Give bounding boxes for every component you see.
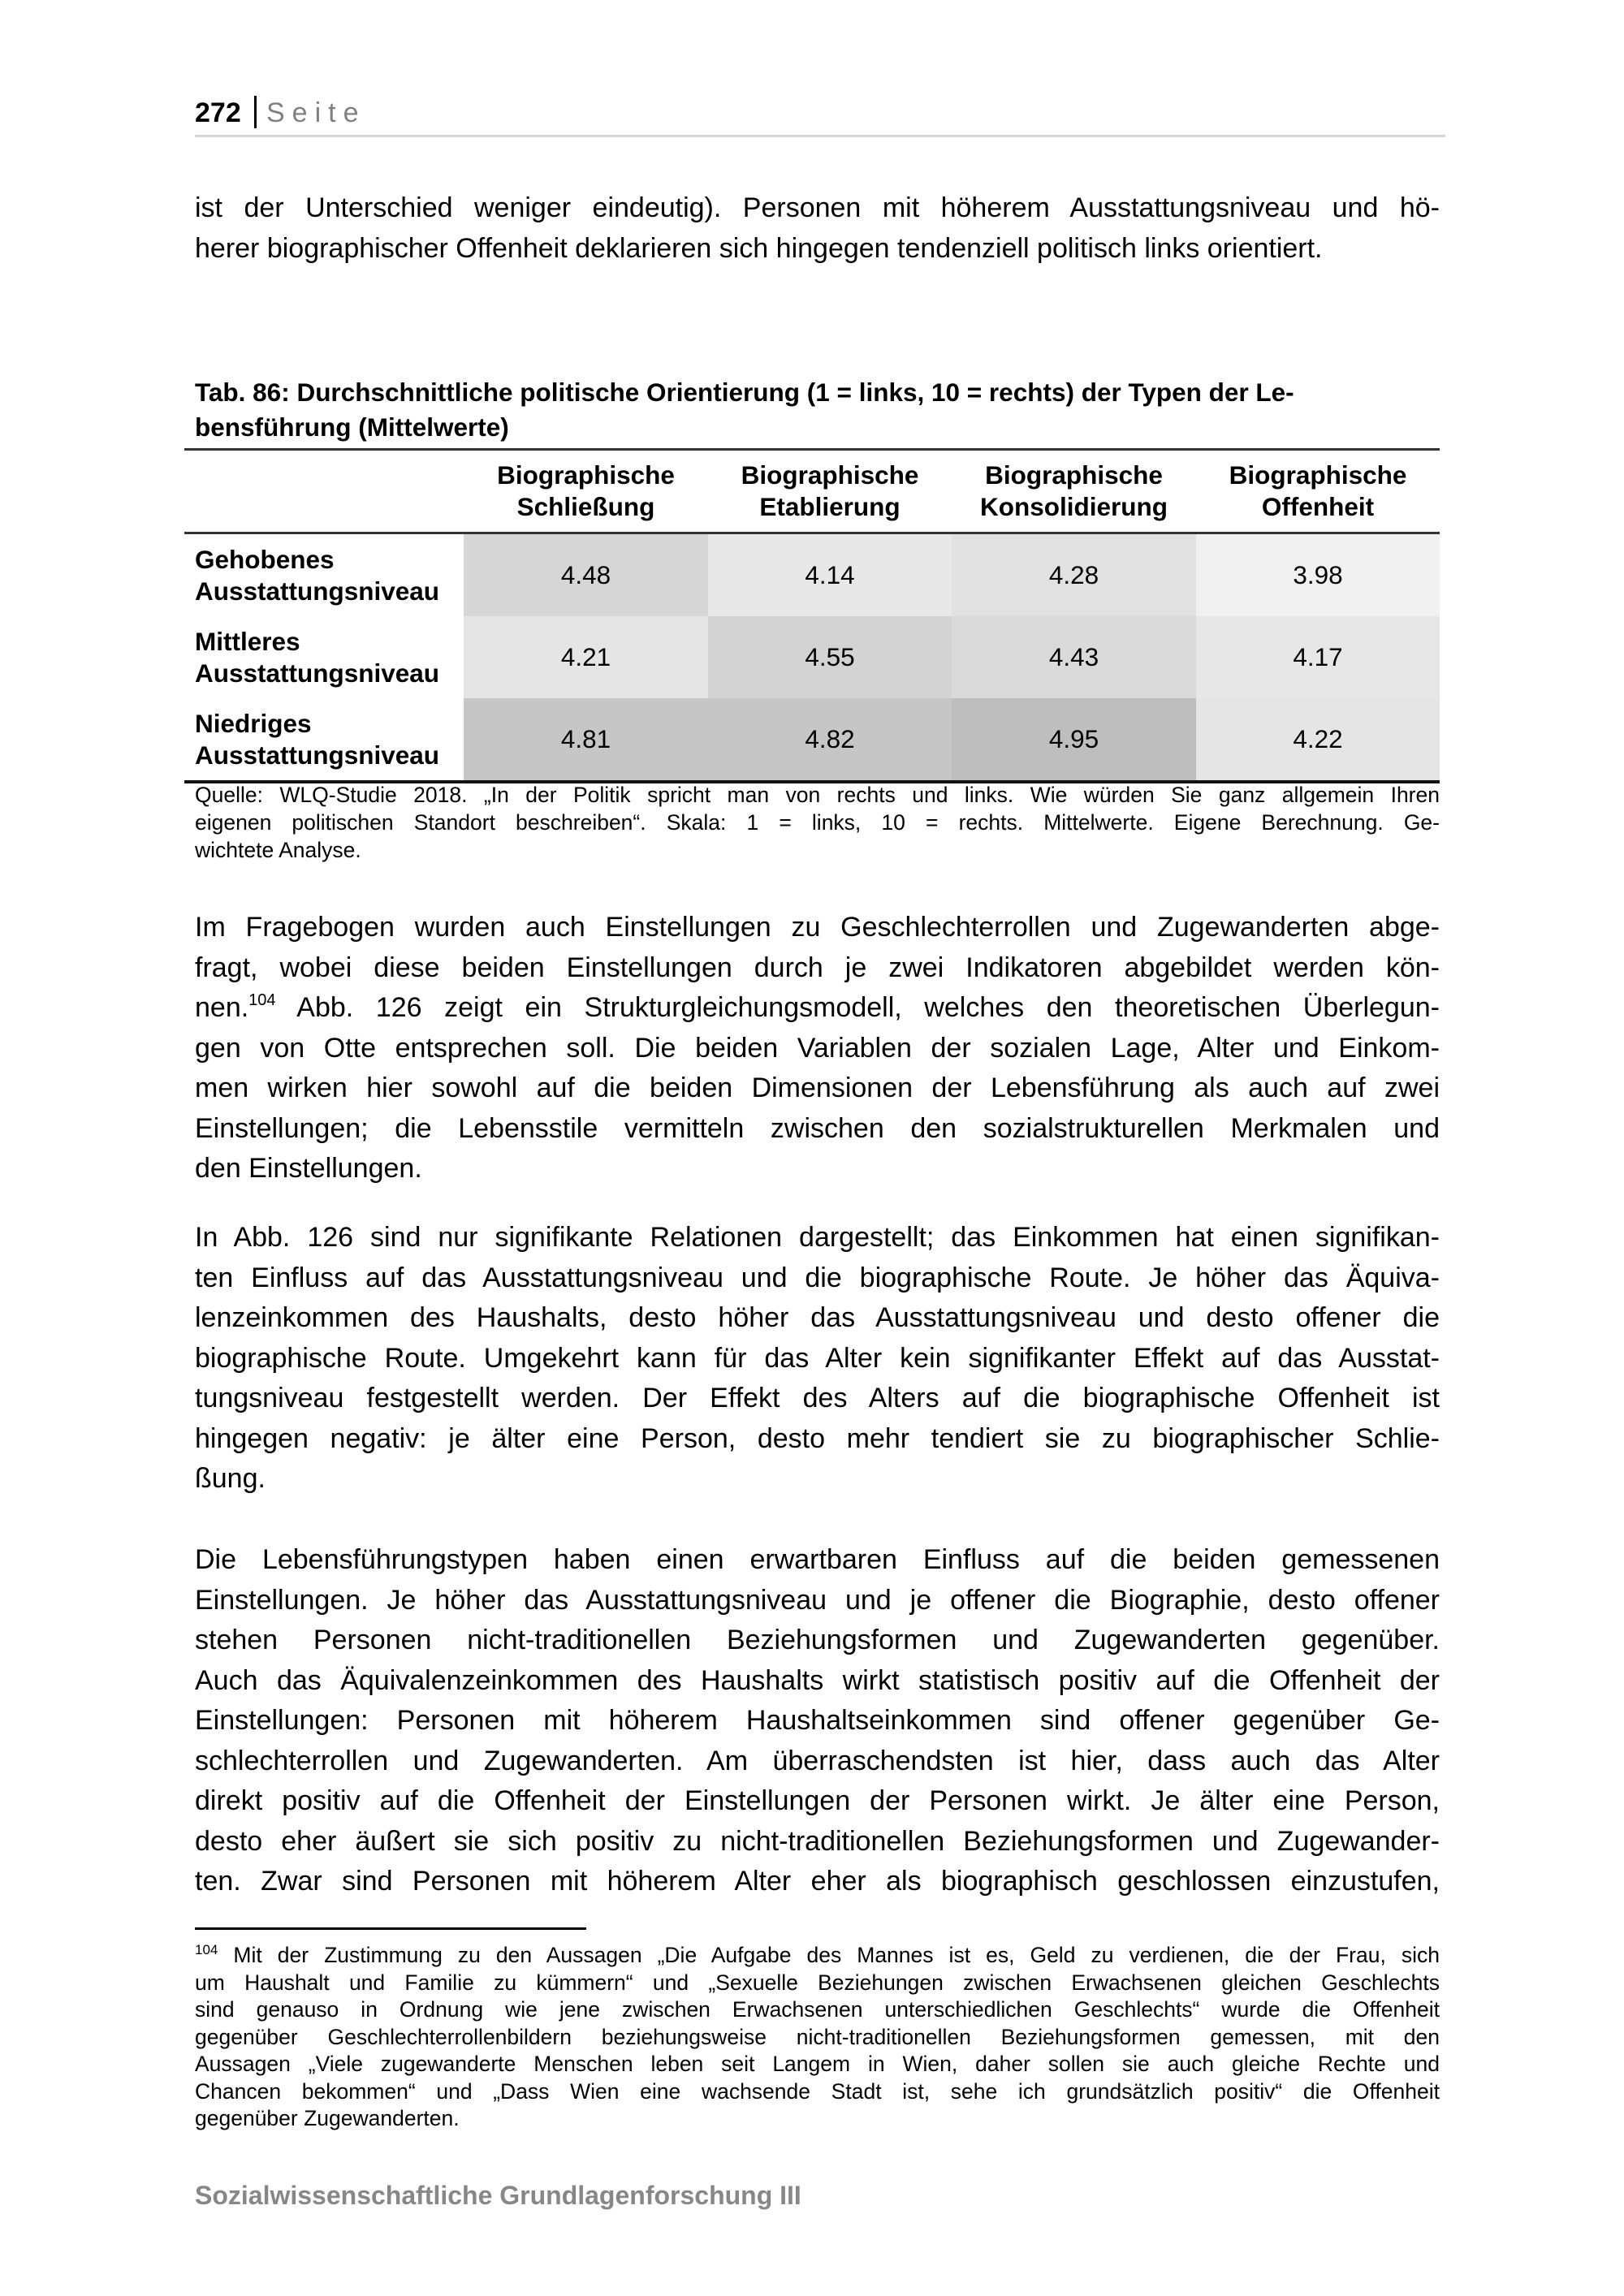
- text-line: lenzeinkommen des Haushalts, desto höher das Ausstattungsniveau und desto offener die: [195, 1302, 1440, 1333]
- text-fragment: Abb. 126 zeigt ein Strukturgleichungsmodell, welches den theoretischen Überlegun-: [296, 992, 1440, 1023]
- footnote-line: gegenüber Zugewanderten.: [195, 2106, 460, 2130]
- column-header-offenheit: [1196, 450, 1440, 533]
- text-line: Im Fragebogen wurden auch Einstellungen zu Geschlechterrollen und Zugewanderten abge-: [195, 912, 1440, 943]
- value-cell: 4.48: [464, 533, 708, 617]
- source-line: wichtete Analyse.: [195, 838, 361, 862]
- row-header: [184, 533, 464, 617]
- source-line: eigenen politischen Standort beschreiben“. Skala: 1 = links, 10 = rechts. Mittelwerte. Eigene Berechnung. Ge-: [195, 810, 1440, 835]
- row-header: [184, 698, 464, 782]
- footnote-line: gegenüber Geschlechterrollenbildern beziehungsweise nicht-traditionellen Beziehungsformen gemessen, mit den: [195, 2024, 1440, 2049]
- text-line: tungsniveau festgestellt werden. Der Effekt des Alters auf die biographische Offenheit ist: [195, 1383, 1440, 1413]
- column-header-etablierung: [708, 450, 952, 533]
- text-line: [195, 988, 1440, 1029]
- text-line: men wirken hier sowohl auf die beiden Dimensionen der Lebensführung als auch auf zwei: [195, 1072, 1440, 1103]
- footnote-line: um Haushalt und Familie zu kümmern“ und „Sexuelle Beziehungen zwischen Erwachsenen gleichen Geschlechts: [195, 1970, 1440, 1995]
- header-empty-cell: [184, 450, 464, 533]
- column-header-konsolidierung: [952, 450, 1196, 533]
- text-line: hingegen negativ: je älter eine Person, desto mehr tendiert sie zu biographischer Schlie-: [195, 1422, 1440, 1454]
- value-cell: 4.28: [952, 533, 1196, 617]
- text-line: herer biographischer Offenheit deklarieren sich hingegen tendenziell politisch links orientiert.: [195, 232, 1323, 264]
- text-fragment: nen.: [195, 992, 249, 1023]
- value-cell: 4.43: [952, 616, 1196, 698]
- table-row-mittleres: [184, 616, 1440, 698]
- row-header-line: Ausstattungsniveau: [195, 740, 440, 770]
- row-header: [184, 616, 464, 698]
- caption-line: Tab. 86: Durchschnittliche politische Orientierung (1 = links, 10 = rechts) der Typen der Le-: [195, 378, 1294, 407]
- table-row-gehobenes: [184, 533, 1440, 617]
- text-line: ten Einfluss auf das Ausstattungsniveau und die biographische Route. Je höher das Äquiva-: [195, 1262, 1440, 1293]
- row-header-line: Mittleres: [195, 626, 300, 656]
- footnote-line: Aussagen „Viele zugewanderte Menschen leben seit Langem in Wien, daher sollen sie auch gleiche Rechte und: [195, 2052, 1440, 2076]
- page-number: 272: [195, 97, 241, 128]
- text-line: schlechterrollen und Zugewanderten. Am überraschendsten ist hier, dass auch das Alter: [195, 1745, 1440, 1776]
- paragraph-attitudes: [195, 908, 1440, 1189]
- caption-line: bensführung (Mittelwerte): [195, 412, 509, 442]
- data-table: [184, 448, 1440, 783]
- paragraph-intro: [195, 188, 1440, 269]
- text-line: In Abb. 126 sind nur signifikante Relationen dargestellt; das Einkommen hat einen signifikan-: [195, 1222, 1440, 1253]
- footnote-104: [195, 1942, 1440, 2133]
- value-cell: 4.17: [1196, 616, 1440, 698]
- text-line: ßung.: [195, 1463, 266, 1494]
- footnote-reference[interactable]: 104: [248, 991, 276, 1009]
- table-header-row: [184, 450, 1440, 533]
- text-line: den Einstellungen.: [195, 1153, 422, 1184]
- text-line: Einstellungen: Personen mit höherem Haushaltseinkommen sind offener gegenüber Ge-: [195, 1705, 1440, 1736]
- political-orientation-table: [184, 448, 1440, 783]
- value-cell: 4.81: [464, 698, 708, 782]
- text-line: ten. Zwar sind Personen mit höherem Alter eher als biographisch geschlossen einzustufen,: [195, 1866, 1440, 1897]
- table-caption: [195, 375, 1440, 445]
- footnote-line: sind genauso in Ordnung wie jene zwischen Erwachsenen unterschiedlichen Geschlechts“ wurde die Offenheit: [195, 1997, 1440, 2022]
- column-header-line: Biographische: [1229, 460, 1407, 490]
- text-line: direkt positiv auf die Offenheit der Einstellungen der Personen wirkt. Je älter eine Person,: [195, 1785, 1440, 1816]
- value-cell: 4.82: [708, 698, 952, 782]
- text-line: ist der Unterschied weniger eindeutig). Personen mit höherem Ausstattungsniveau und hö-: [195, 192, 1440, 223]
- row-header-line: Ausstattungsniveau: [195, 658, 440, 688]
- text-line: Auch das Äquivalenzeinkommen des Haushalts wirkt statistisch positiv auf die Offenheit der: [195, 1664, 1440, 1696]
- page-header: [195, 91, 1445, 137]
- value-cell: 4.14: [708, 533, 952, 617]
- table-source-note: [195, 781, 1440, 864]
- paragraph-lifestyle-types: [195, 1540, 1440, 1902]
- text-line: biographische Route. Umgekehrt kann für das Alter kein signifikanter Effekt auf das Ausstat-: [195, 1342, 1440, 1374]
- footnote-number: 104: [195, 1942, 218, 1957]
- footnote-line: Chancen bekommen“ und „Dass Wien eine wachsende Stadt ist, sehe ich grundsätzlich positiv“ die Offenheit: [195, 2078, 1440, 2104]
- row-header-line: Gehobenes: [195, 544, 335, 574]
- column-header-line: Biographische: [985, 460, 1163, 490]
- page-footer: Sozialwissenschaftliche Grundlagenforschung III: [195, 2181, 801, 2210]
- text-fragment: Mit der Zustimmung zu den Aussagen „Die Aufgabe des Mannes ist es, Geld zu verdienen, die der Frau, sich: [233, 1943, 1440, 1967]
- value-cell: 4.55: [708, 616, 952, 698]
- column-header-line: Biographische: [497, 460, 675, 490]
- value-cell: 4.21: [464, 616, 708, 698]
- text-line: gen von Otte entsprechen soll. Die beiden Variablen der sozialen Lage, Alter und Einkom-: [195, 1032, 1440, 1064]
- source-line: Quelle: WLQ-Studie 2018. „In der Politik spricht man von rechts und links. Wie würden Sie ganz allgemein Ihren: [195, 783, 1440, 807]
- value-cell: 4.95: [952, 698, 1196, 782]
- text-line: stehen Personen nicht-traditionellen Beziehungsformen und Zugewanderten gegenüber.: [195, 1625, 1440, 1655]
- row-header-line: Ausstattungsniveau: [195, 576, 440, 606]
- column-header-line: Schließung: [516, 492, 655, 521]
- text-line: Einstellungen. Je höher das Ausstattungsniveau und je offener die Biographie, desto offener: [195, 1584, 1440, 1616]
- footnote-line: [195, 1942, 1440, 1970]
- column-header-line: Etablierung: [759, 492, 901, 521]
- text-line: Die Lebensführungstypen haben einen erwartbaren Einfluss auf die beiden gemessenen: [195, 1544, 1440, 1575]
- column-header-line: Offenheit: [1261, 492, 1375, 521]
- text-line: desto eher äußert sie sich positiv zu nicht-traditionellen Beziehungsformen und Zugewander-: [195, 1825, 1440, 1857]
- footnote-separator: [195, 1927, 586, 1930]
- text-line: fragt, wobei diese beiden Einstellungen durch je zwei Indikatoren abgebildet werden kön-: [195, 952, 1440, 983]
- paragraph-relations: [195, 1218, 1440, 1500]
- page-label: Seite: [266, 97, 366, 128]
- value-cell: 3.98: [1196, 533, 1440, 617]
- table-row-niedriges: [184, 698, 1440, 782]
- text-line: Einstellungen; die Lebensstile vermitteln zwischen den sozialstrukturellen Merkmalen und: [195, 1112, 1440, 1144]
- column-header-line: Konsolidierung: [980, 492, 1168, 521]
- page-number-separator: [254, 96, 257, 128]
- value-cell: 4.22: [1196, 698, 1440, 782]
- column-header-line: Biographische: [741, 460, 919, 490]
- row-header-line: Niedriges: [195, 708, 312, 738]
- column-header-schliessung: [464, 450, 708, 533]
